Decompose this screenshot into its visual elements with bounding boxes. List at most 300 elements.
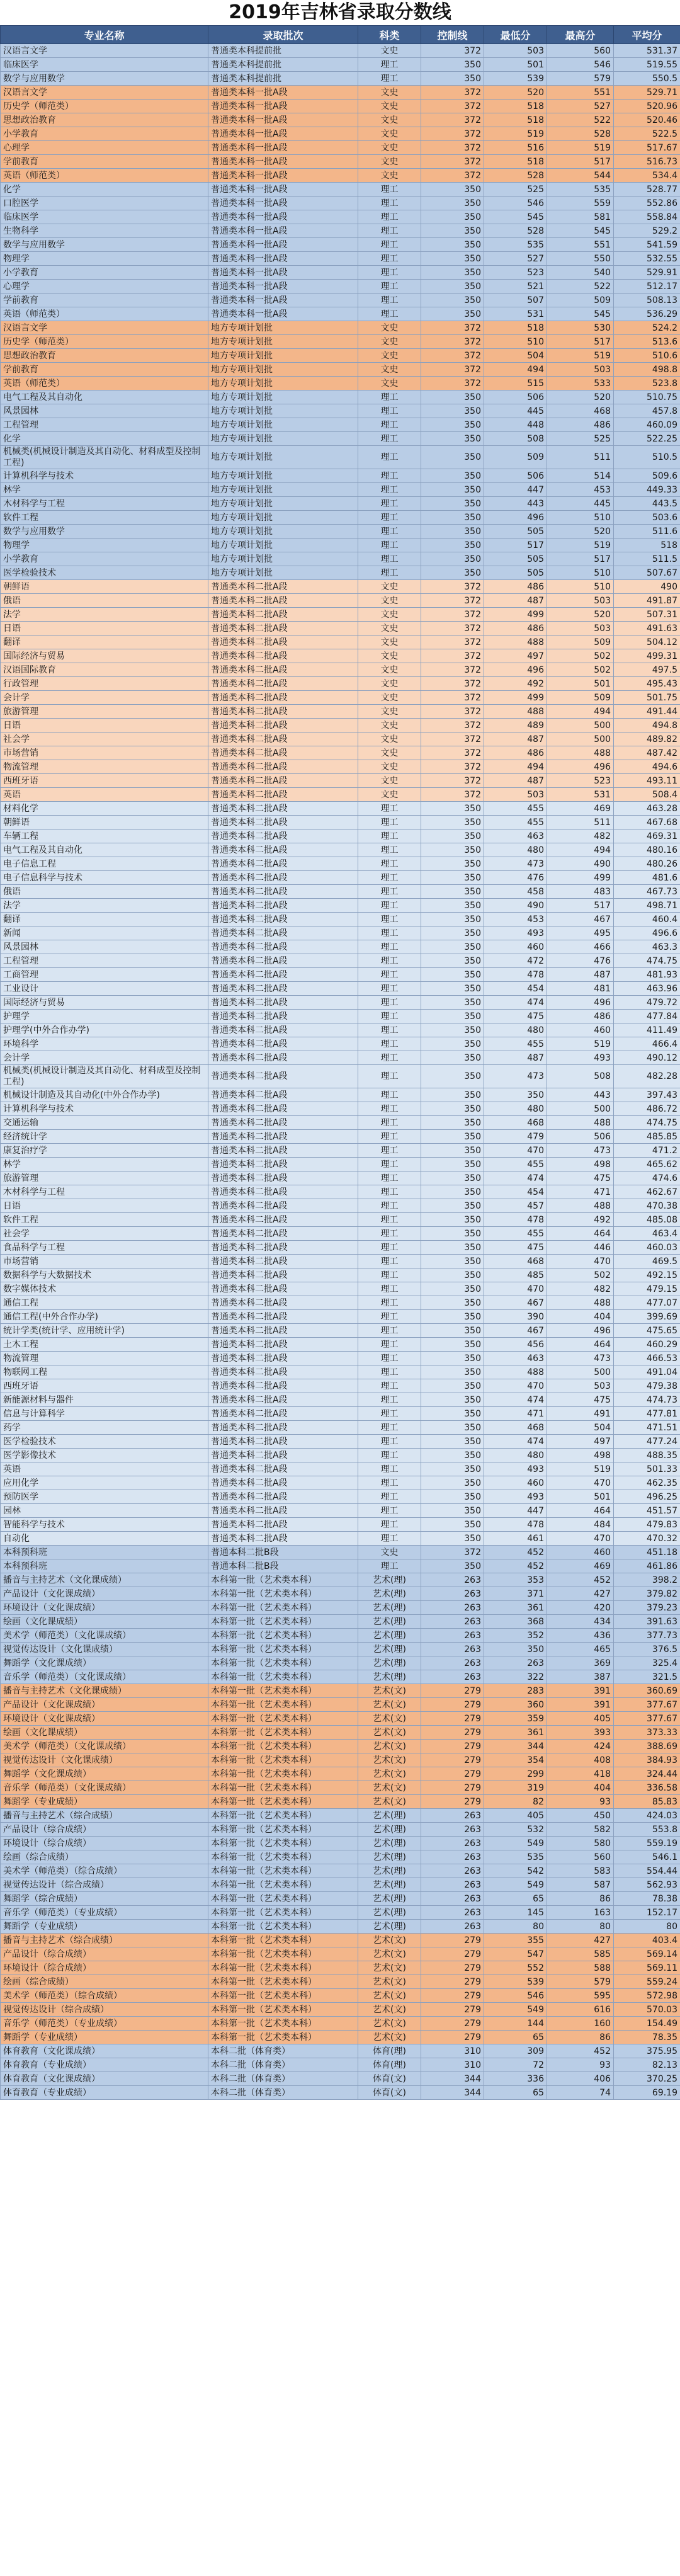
cell-control-line: 350	[421, 1199, 484, 1213]
cell-category: 文史	[358, 580, 421, 594]
cell-batch: 地方专项计划批	[208, 497, 358, 511]
cell-category: 艺术(理)	[358, 1601, 421, 1615]
cell-batch: 地方专项计划批	[208, 349, 358, 363]
cell-max-score: 517	[547, 335, 614, 349]
cell-category: 文史	[358, 760, 421, 774]
cell-min-score: 480	[484, 1449, 547, 1462]
cell-max-score: 469	[547, 1559, 614, 1573]
cell-control-line: 350	[421, 511, 484, 525]
table-row	[1, 1241, 680, 1255]
cell-avg-score: 504.12	[614, 635, 680, 649]
cell-major: 风景园林	[1, 404, 208, 418]
cell-batch: 普通类本科二批A段	[208, 1421, 358, 1435]
cell-min-score: 488	[484, 1365, 547, 1379]
cell-category: 理工	[358, 996, 421, 1010]
table-row	[1, 2072, 680, 2086]
cell-batch: 本科第一批（艺术类本科）	[208, 1753, 358, 1767]
cell-min-score: 487	[484, 732, 547, 746]
table-row	[1, 1753, 680, 1767]
cell-category: 理工	[358, 1338, 421, 1352]
table-row	[1, 1892, 680, 1906]
cell-max-score: 473	[547, 1352, 614, 1365]
cell-major: 智能科学与技术	[1, 1518, 208, 1532]
cell-min-score: 65	[484, 2086, 547, 2100]
cell-avg-score: 460.4	[614, 913, 680, 926]
cell-avg-score: 490	[614, 580, 680, 594]
cell-control-line: 372	[421, 774, 484, 788]
cell-batch: 普通类本科二批A段	[208, 954, 358, 968]
cell-avg-score: 518	[614, 539, 680, 552]
table-row	[1, 899, 680, 913]
cell-max-score: 545	[547, 224, 614, 238]
cell-category: 理工	[358, 1352, 421, 1365]
cell-control-line: 350	[421, 899, 484, 913]
cell-category: 理工	[358, 913, 421, 926]
table-row	[1, 1532, 680, 1546]
cell-control-line: 372	[421, 349, 484, 363]
table-row	[1, 1615, 680, 1629]
cell-major: 计算机科学与技术	[1, 469, 208, 483]
cell-control-line: 263	[421, 1615, 484, 1629]
cell-max-score: 408	[547, 1753, 614, 1767]
cell-category: 理工	[358, 432, 421, 446]
table-row	[1, 377, 680, 390]
cell-max-score: 427	[547, 1934, 614, 1947]
cell-batch: 普通类本科二批A段	[208, 996, 358, 1010]
cell-max-score: 520	[547, 608, 614, 622]
cell-control-line: 372	[421, 335, 484, 349]
table-row	[1, 1878, 680, 1892]
cell-batch: 地方专项计划批	[208, 511, 358, 525]
cell-major: 美术学（师范类）（综合成绩）	[1, 1864, 208, 1878]
cell-major: 新闻	[1, 926, 208, 940]
cell-control-line: 350	[421, 1010, 484, 1023]
cell-major: 旅游管理	[1, 1171, 208, 1185]
cell-batch: 普通类本科二批A段	[208, 677, 358, 691]
cell-avg-score: 491.63	[614, 622, 680, 635]
cell-category: 艺术(文)	[358, 1989, 421, 2003]
cell-min-score: 458	[484, 885, 547, 899]
cell-batch: 本科第一批（艺术类本科）	[208, 1947, 358, 1961]
cell-batch: 本科第一批（艺术类本科）	[208, 2031, 358, 2044]
cell-control-line: 350	[421, 497, 484, 511]
cell-batch: 地方专项计划批	[208, 446, 358, 469]
cell-min-score: 478	[484, 968, 547, 982]
cell-max-score: 510	[547, 511, 614, 525]
cell-avg-score: 569.14	[614, 1947, 680, 1961]
cell-min-score: 471	[484, 1407, 547, 1421]
cell-max-score: 497	[547, 1435, 614, 1449]
cell-major: 工程管理	[1, 418, 208, 432]
cell-category: 文史	[358, 169, 421, 183]
table-row	[1, 1989, 680, 2003]
cell-category: 理工	[358, 294, 421, 307]
cell-batch: 地方专项计划批	[208, 335, 358, 349]
table-row	[1, 1781, 680, 1795]
cell-avg-score: 516.73	[614, 155, 680, 169]
cell-avg-score: 85.83	[614, 1795, 680, 1809]
cell-max-score: 475	[547, 1171, 614, 1185]
cell-batch: 普通类本科二批A段	[208, 1462, 358, 1476]
cell-batch: 普通类本科二批A段	[208, 1102, 358, 1116]
cell-min-score: 519	[484, 127, 547, 141]
cell-major: 绘画（综合成绩）	[1, 1850, 208, 1864]
table-row	[1, 1947, 680, 1961]
cell-control-line: 372	[421, 155, 484, 169]
cell-min-score: 452	[484, 1546, 547, 1559]
cell-major: 木材科学与工程	[1, 497, 208, 511]
cell-max-score: 93	[547, 2058, 614, 2072]
cell-min-score: 354	[484, 1753, 547, 1767]
cell-control-line: 279	[421, 1961, 484, 1975]
cell-major: 俄语	[1, 594, 208, 608]
cell-min-score: 518	[484, 100, 547, 113]
cell-control-line: 350	[421, 1296, 484, 1310]
table-row	[1, 1023, 680, 1037]
cell-batch: 普通类本科二批A段	[208, 816, 358, 829]
cell-control-line: 350	[421, 857, 484, 871]
cell-max-score: 531	[547, 788, 614, 802]
cell-category: 理工	[358, 1393, 421, 1407]
cell-batch: 普通类本科二批A段	[208, 691, 358, 705]
cell-category: 理工	[358, 1296, 421, 1310]
table-row	[1, 1823, 680, 1837]
cell-batch: 地方专项计划批	[208, 390, 358, 404]
cell-max-score: 502	[547, 663, 614, 677]
cell-min-score: 496	[484, 511, 547, 525]
cell-major: 音乐学（师范类）（文化课成绩）	[1, 1670, 208, 1684]
cell-min-score: 539	[484, 1975, 547, 1989]
cell-max-score: 500	[547, 1365, 614, 1379]
cell-max-score: 517	[547, 899, 614, 913]
cell-batch: 普通类本科二批A段	[208, 1532, 358, 1546]
cell-category: 理工	[358, 1365, 421, 1379]
cell-major: 经济统计学	[1, 1130, 208, 1144]
cell-batch: 本科第一批（艺术类本科）	[208, 1712, 358, 1726]
cell-batch: 本科第一批（艺术类本科）	[208, 1684, 358, 1698]
cell-avg-score: 491.04	[614, 1365, 680, 1379]
cell-max-score: 504	[547, 1421, 614, 1435]
cell-category: 文史	[358, 705, 421, 719]
cell-batch: 普通类本科二批A段	[208, 1352, 358, 1365]
cell-max-score: 369	[547, 1656, 614, 1670]
cell-category: 理工	[358, 1435, 421, 1449]
cell-avg-score: 480.26	[614, 857, 680, 871]
cell-major: 播音与主持艺术（文化课成绩）	[1, 1573, 208, 1587]
cell-max-score: 502	[547, 649, 614, 663]
cell-category: 文史	[358, 788, 421, 802]
table-row	[1, 1365, 680, 1379]
cell-control-line: 350	[421, 1462, 484, 1476]
cell-major: 机械设计制造及其自动化(中外合作办学)	[1, 1088, 208, 1102]
cell-control-line: 310	[421, 2044, 484, 2058]
cell-category: 文史	[358, 335, 421, 349]
cell-control-line: 372	[421, 788, 484, 802]
cell-min-score: 455	[484, 1037, 547, 1051]
table-row	[1, 280, 680, 294]
cell-category: 艺术(文)	[358, 1975, 421, 1989]
cell-batch: 普通类本科二批A段	[208, 1393, 358, 1407]
cell-batch: 本科第一批（艺术类本科）	[208, 2017, 358, 2031]
cell-major: 翻译	[1, 635, 208, 649]
cell-major: 汉语言文学	[1, 44, 208, 58]
table-row	[1, 155, 680, 169]
cell-category: 理工	[358, 1023, 421, 1037]
cell-avg-score: 554.44	[614, 1864, 680, 1878]
cell-batch: 普通类本科二批A段	[208, 1023, 358, 1037]
cell-batch: 普通类本科二批A段	[208, 1158, 358, 1171]
table-row	[1, 469, 680, 483]
cell-max-score: 525	[547, 432, 614, 446]
cell-control-line: 350	[421, 210, 484, 224]
cell-min-score: 516	[484, 141, 547, 155]
cell-max-score: 74	[547, 2086, 614, 2100]
cell-avg-score: 466.4	[614, 1037, 680, 1051]
cell-control-line: 372	[421, 705, 484, 719]
cell-batch: 普通类本科二批A段	[208, 732, 358, 746]
cell-control-line: 372	[421, 663, 484, 677]
cell-major: 市场营销	[1, 746, 208, 760]
cell-min-score: 299	[484, 1767, 547, 1781]
cell-batch: 普通类本科二批A段	[208, 594, 358, 608]
cell-category: 理工	[358, 266, 421, 280]
cell-max-score: 501	[547, 1490, 614, 1504]
cell-avg-score: 466.53	[614, 1352, 680, 1365]
cell-max-score: 460	[547, 1546, 614, 1559]
cell-min-score: 476	[484, 871, 547, 885]
cell-major: 音乐学（师范类）（专业成绩）	[1, 1906, 208, 1920]
cell-major: 汉语言文学	[1, 321, 208, 335]
table-row	[1, 1268, 680, 1282]
cell-category: 理工	[358, 968, 421, 982]
cell-min-score: 463	[484, 1352, 547, 1365]
table-row	[1, 1051, 680, 1065]
cell-batch: 普通类本科二批A段	[208, 913, 358, 926]
cell-category: 理工	[358, 829, 421, 843]
cell-category: 文史	[358, 377, 421, 390]
cell-category: 艺术(理)	[358, 1656, 421, 1670]
cell-major: 生物科学	[1, 224, 208, 238]
cell-major: 软件工程	[1, 1213, 208, 1227]
cell-min-score: 473	[484, 1065, 547, 1088]
cell-min-score: 546	[484, 1989, 547, 2003]
cell-control-line: 350	[421, 926, 484, 940]
cell-major: 通信工程	[1, 1296, 208, 1310]
cell-avg-score: 373.33	[614, 1726, 680, 1740]
table-row	[1, 2031, 680, 2044]
cell-max-score: 490	[547, 857, 614, 871]
cell-min-score: 361	[484, 1601, 547, 1615]
cell-avg-score: 78.38	[614, 1892, 680, 1906]
cell-category: 理工	[358, 1130, 421, 1144]
table-row	[1, 1601, 680, 1615]
cell-major: 学前教育	[1, 155, 208, 169]
cell-category: 理工	[358, 1476, 421, 1490]
cell-category: 文史	[358, 349, 421, 363]
cell-control-line: 350	[421, 1102, 484, 1116]
cell-control-line: 350	[421, 1352, 484, 1365]
cell-min-score: 455	[484, 1227, 547, 1241]
cell-min-score: 448	[484, 418, 547, 432]
cell-category: 文史	[358, 622, 421, 635]
cell-max-score: 436	[547, 1629, 614, 1643]
cell-category: 艺术(文)	[358, 2003, 421, 2017]
cell-min-score: 499	[484, 608, 547, 622]
cell-batch: 本科第一批（艺术类本科）	[208, 1587, 358, 1601]
cell-avg-score: 479.72	[614, 996, 680, 1010]
cell-avg-score: 546.1	[614, 1850, 680, 1864]
cell-avg-score: 377.67	[614, 1698, 680, 1712]
cell-category: 艺术(文)	[358, 1795, 421, 1809]
cell-batch: 本科第一批（艺术类本科）	[208, 1615, 358, 1629]
cell-control-line: 279	[421, 2017, 484, 2031]
cell-min-score: 454	[484, 982, 547, 996]
cell-min-score: 504	[484, 349, 547, 363]
table-row	[1, 446, 680, 469]
cell-major: 汉语国际教育	[1, 663, 208, 677]
cell-avg-score: 501.75	[614, 691, 680, 705]
cell-min-score: 489	[484, 719, 547, 732]
cell-batch: 本科第一批（艺术类本科）	[208, 1698, 358, 1712]
cell-major: 机械类(机械设计制造及其自动化、材料成型及控制工程)	[1, 446, 208, 469]
cell-control-line: 350	[421, 1051, 484, 1065]
cell-control-line: 372	[421, 677, 484, 691]
table-row	[1, 1975, 680, 1989]
cell-avg-score: 384.93	[614, 1753, 680, 1767]
cell-min-score: 461	[484, 1532, 547, 1546]
column-header-min-score: 最低分	[484, 26, 547, 44]
cell-major: 物联网工程	[1, 1365, 208, 1379]
cell-category: 文史	[358, 774, 421, 788]
cell-control-line: 372	[421, 732, 484, 746]
table-row	[1, 2003, 680, 2017]
cell-major: 日语	[1, 719, 208, 732]
table-row	[1, 539, 680, 552]
cell-max-score: 499	[547, 871, 614, 885]
cell-major: 临床医学	[1, 58, 208, 72]
table-row	[1, 1546, 680, 1559]
cell-batch: 本科二批（体育类）	[208, 2072, 358, 2086]
cell-control-line: 279	[421, 2031, 484, 2044]
cell-category: 文史	[358, 719, 421, 732]
cell-avg-score: 467.73	[614, 885, 680, 899]
cell-major: 美术学（师范类）（文化课成绩）	[1, 1740, 208, 1753]
cell-avg-score: 375.95	[614, 2044, 680, 2058]
cell-avg-score: 494.6	[614, 760, 680, 774]
cell-avg-score: 507.31	[614, 608, 680, 622]
cell-major: 数据科学与大数据技术	[1, 1268, 208, 1282]
cell-max-score: 494	[547, 843, 614, 857]
cell-category: 艺术(理)	[358, 1906, 421, 1920]
cell-category: 体育(理)	[358, 2044, 421, 2058]
cell-max-score: 493	[547, 1051, 614, 1065]
table-row	[1, 1961, 680, 1975]
cell-max-score: 551	[547, 238, 614, 252]
cell-control-line: 263	[421, 1643, 484, 1656]
cell-avg-score: 411.49	[614, 1023, 680, 1037]
cell-batch: 普通类本科一批A段	[208, 141, 358, 155]
cell-category: 文史	[358, 86, 421, 100]
cell-control-line: 350	[421, 483, 484, 497]
cell-avg-score: 503.6	[614, 511, 680, 525]
cell-category: 理工	[358, 224, 421, 238]
cell-control-line: 350	[421, 1116, 484, 1130]
cell-batch: 普通类本科二批A段	[208, 635, 358, 649]
cell-batch: 地方专项计划批	[208, 377, 358, 390]
cell-control-line: 279	[421, 1975, 484, 1989]
cell-batch: 普通类本科二批A段	[208, 788, 358, 802]
cell-major: 护理学(中外合作办学)	[1, 1023, 208, 1037]
cell-major: 预防医学	[1, 1490, 208, 1504]
cell-min-score: 532	[484, 1823, 547, 1837]
cell-batch: 普通类本科二批A段	[208, 719, 358, 732]
cell-batch: 普通类本科一批A段	[208, 294, 358, 307]
cell-batch: 地方专项计划批	[208, 566, 358, 580]
cell-control-line: 279	[421, 1726, 484, 1740]
cell-control-line: 350	[421, 1282, 484, 1296]
cell-major: 医学影像技术	[1, 1449, 208, 1462]
cell-batch: 普通类本科二批A段	[208, 1490, 358, 1504]
cell-avg-score: 570.03	[614, 2003, 680, 2017]
cell-max-score: 583	[547, 1864, 614, 1878]
cell-control-line: 350	[421, 1227, 484, 1241]
column-header-avg-score: 平均分	[614, 26, 680, 44]
cell-major: 英语	[1, 1462, 208, 1476]
cell-min-score: 525	[484, 183, 547, 197]
cell-max-score: 510	[547, 566, 614, 580]
table-row	[1, 1393, 680, 1407]
cell-max-score: 446	[547, 1241, 614, 1255]
cell-category: 艺术(理)	[358, 1878, 421, 1892]
cell-batch: 普通类本科二批A段	[208, 1476, 358, 1490]
cell-category: 文史	[358, 155, 421, 169]
cell-category: 艺术(文)	[358, 1698, 421, 1712]
table-row	[1, 2017, 680, 2031]
table-row	[1, 525, 680, 539]
cell-min-score: 531	[484, 307, 547, 321]
cell-major: 木材科学与工程	[1, 1185, 208, 1199]
cell-min-score: 505	[484, 566, 547, 580]
cell-major: 环境设计（文化课成绩）	[1, 1712, 208, 1726]
cell-major: 播音与主持艺术（文化课成绩）	[1, 1684, 208, 1698]
cell-category: 艺术(文)	[358, 1947, 421, 1961]
cell-min-score: 486	[484, 580, 547, 594]
cell-control-line: 350	[421, 1559, 484, 1573]
cell-major: 土木工程	[1, 1338, 208, 1352]
cell-major: 数学与应用数学	[1, 238, 208, 252]
cell-max-score: 434	[547, 1615, 614, 1629]
cell-min-score: 487	[484, 1051, 547, 1065]
table-row	[1, 1850, 680, 1864]
cell-avg-score: 524.2	[614, 321, 680, 335]
cell-max-score: 588	[547, 1961, 614, 1975]
cell-category: 理工	[358, 1037, 421, 1051]
cell-control-line: 350	[421, 1088, 484, 1102]
cell-control-line: 350	[421, 1144, 484, 1158]
cell-avg-score: 325.4	[614, 1656, 680, 1670]
cell-max-score: 519	[547, 539, 614, 552]
table-row	[1, 1352, 680, 1365]
cell-min-score: 72	[484, 2058, 547, 2072]
table-row	[1, 1282, 680, 1296]
cell-min-score: 479	[484, 1130, 547, 1144]
cell-min-score: 447	[484, 1504, 547, 1518]
cell-min-score: 539	[484, 72, 547, 86]
cell-batch: 本科第一批（艺术类本科）	[208, 1934, 358, 1947]
cell-max-score: 475	[547, 1393, 614, 1407]
cell-control-line: 263	[421, 1864, 484, 1878]
cell-min-score: 497	[484, 649, 547, 663]
